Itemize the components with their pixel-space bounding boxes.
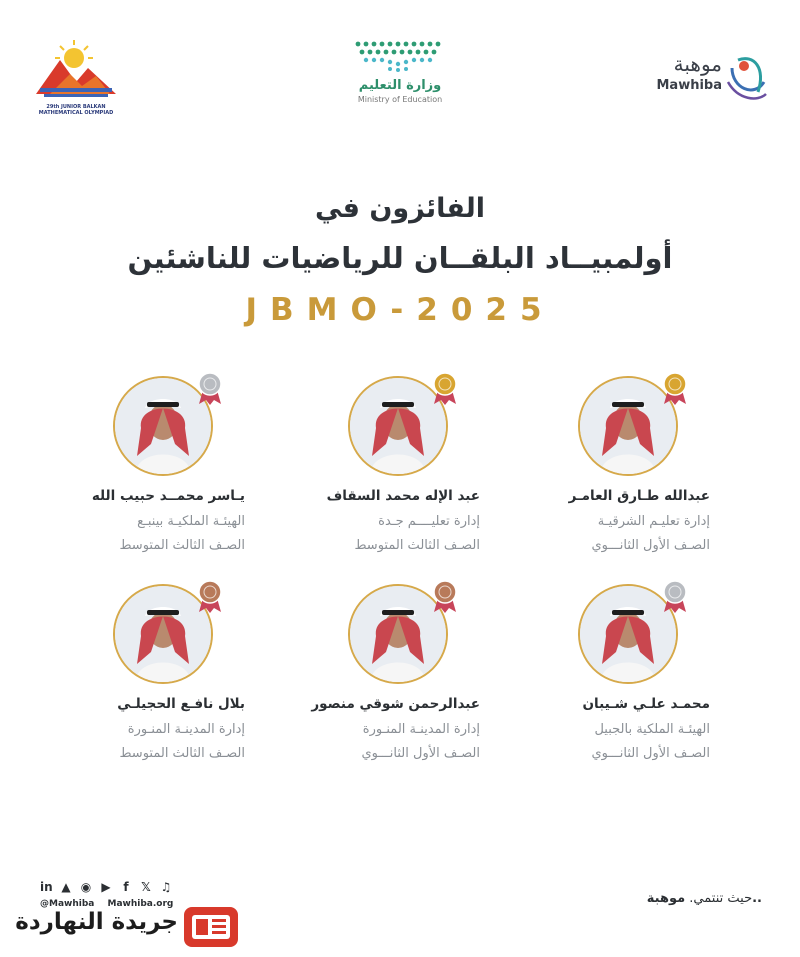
- mawhiba-mark-icon: [724, 48, 770, 104]
- watermark-text: جريدة النهاردة: [15, 909, 178, 935]
- website-link[interactable]: Mawhiba.org: [107, 899, 174, 909]
- winner-photo-frame: [348, 376, 452, 480]
- winner-name: يـاسر محمــد حبيب الله: [91, 488, 245, 504]
- headline-line-1: الفائزون في: [314, 193, 486, 224]
- winner-photo-frame: [113, 376, 217, 480]
- newspaper-icon: [182, 905, 240, 949]
- linkedin-icon[interactable]: in: [40, 880, 53, 894]
- social-handle[interactable]: @Mawhiba: [40, 899, 95, 909]
- jbmo-caption: 29th JUNIOR BALKAN MATHEMATICAL OLYMPIAD: [38, 104, 114, 116]
- mawhiba-logo: [620, 48, 770, 108]
- winner-school: إدارة تعليـم الشرقيـة: [597, 514, 710, 529]
- winner-school: إدارة المدينـة المنـورة: [362, 722, 480, 737]
- facebook-icon[interactable]: f: [123, 880, 129, 894]
- social-icons: [40, 880, 172, 894]
- x-icon[interactable]: 𝕏: [141, 880, 151, 894]
- winner-photo-frame: [578, 584, 682, 688]
- moe-english-name: Ministry of Education: [357, 95, 443, 104]
- winner-photo-frame: [348, 584, 452, 688]
- gold-medal-icon: [662, 372, 688, 406]
- winner-name: عبدالله طـارق العامـر: [568, 488, 710, 504]
- gold-medal-icon: [432, 372, 458, 406]
- winner-name: عبد الإله محمد السقاف: [326, 488, 480, 504]
- winner-school: الهيئـة الملكيـة بينبـع: [137, 514, 245, 529]
- ministry-of-education-logo: [320, 38, 480, 118]
- snapchat-icon[interactable]: ▲: [61, 880, 71, 894]
- winner-grade: الصـف الأول الثانـــوي: [591, 538, 710, 553]
- winner-name: محمـد علـي شـيبان: [582, 696, 710, 712]
- silver-medal-icon: [662, 580, 688, 614]
- winner-grade: الصـف الأول الثانـــوي: [591, 746, 710, 761]
- winner-school: إدارة المدينـة المنـورة: [127, 722, 245, 737]
- bronze-medal-icon: [432, 580, 458, 614]
- winner-name: عبدالرحمن شوقي منصور: [311, 696, 480, 712]
- slogan-rest: حيث تنتمي.: [689, 891, 753, 906]
- moe-dots-icon: [350, 38, 450, 72]
- bronze-medal-icon: [197, 580, 223, 614]
- winner-school: إدارة تعليــــم جـدة: [378, 514, 480, 529]
- winner-school: الهيئـة الملكية بالجبيل: [594, 722, 710, 737]
- winner-grade: الصـف الثالث المتوسط: [119, 538, 245, 553]
- winner-photo-frame: [578, 376, 682, 480]
- slogan: [647, 891, 762, 906]
- jbmo-logo: [30, 38, 122, 120]
- moe-arabic-name: وزارة التعليم: [358, 78, 442, 93]
- winner-photo-frame: [113, 584, 217, 688]
- headline-competition-code: JBMO-2025: [245, 292, 555, 328]
- winner-grade: الصـف الأول الثانـــوي: [361, 746, 480, 761]
- winner-name: بلال نافـع الحجيلـي: [117, 696, 245, 712]
- youtube-icon[interactable]: ▶: [101, 880, 111, 894]
- mawhiba-arabic-name: موهبة: [673, 52, 722, 76]
- slogan-brand: موهبة..: [646, 891, 762, 906]
- headline-line-2: أولمبيــاد البلقــان للرياضيات للناشئين: [127, 241, 673, 275]
- instagram-icon[interactable]: ◉: [80, 880, 92, 894]
- mawhiba-english-name: Mawhiba: [656, 78, 722, 93]
- newspaper-watermark: [4, 905, 244, 949]
- winner-grade: الصـف الثالث المتوسط: [354, 538, 480, 553]
- tiktok-icon[interactable]: ♫: [160, 880, 172, 894]
- winner-grade: الصـف الثالث المتوسط: [119, 746, 245, 761]
- silver-medal-icon: [197, 372, 223, 406]
